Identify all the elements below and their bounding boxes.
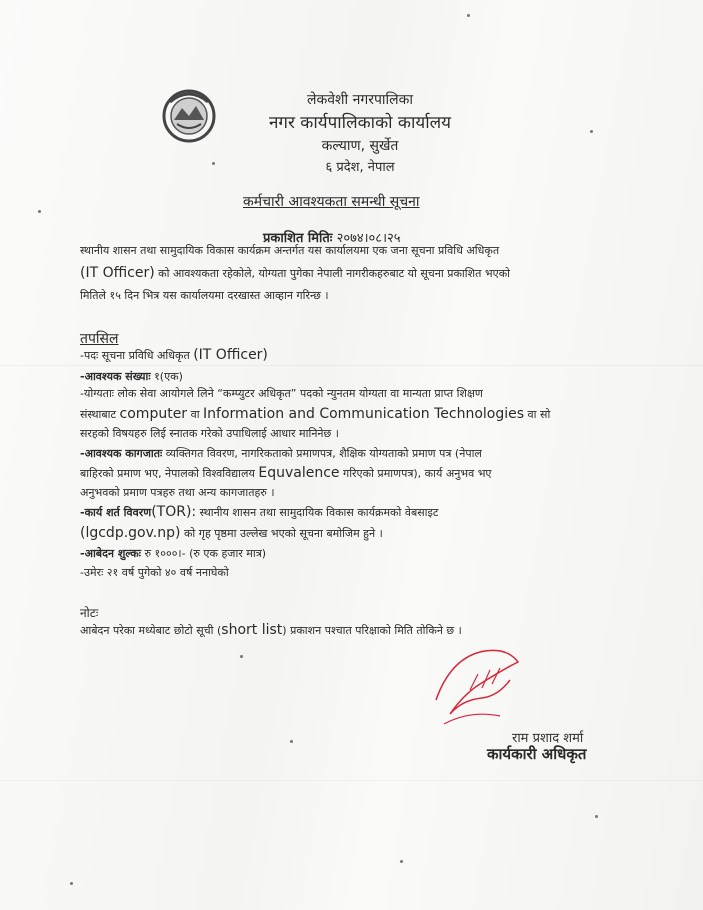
tor-website: (lgcdp.gov.np): [80, 525, 181, 541]
qualification-line: सरहको विषयहरु लिई स्नातक गरेको उपाधिलाई आधार मानिनेछ ।: [80, 427, 339, 440]
note-label: नोटः: [80, 606, 99, 620]
post-label: -पदः: [80, 349, 99, 362]
office-location: कल्याण, सुर्खेत: [321, 138, 399, 154]
note-text-part: ) प्रकाशन पश्चात परिक्षाको मिति तोकिने छ ।: [282, 624, 462, 637]
qualification-en: computer: [119, 406, 188, 422]
documents-text: बाहिरको प्रमाण भए, नेपालको विश्वविद्यालय: [80, 467, 259, 480]
published-label: प्रकाशित मितिः: [263, 231, 333, 246]
count-line: [80, 369, 183, 384]
published-date: २०७४।०८।२५: [336, 231, 401, 246]
qualification-text: लोक सेवा आयोगले लिने “कम्प्युटर अधिकृत” पदको न्युनतम योग्यता वा मान्यता प्राप्त शिक्षण: [114, 387, 483, 400]
intro-line: [80, 262, 600, 285]
age-line: -उमेरः २१ वर्ष पुगेको ४० वर्ष ननाघेको: [80, 566, 229, 579]
post-en: (IT Officer): [193, 347, 268, 363]
count-label: -आवश्यक संख्याः: [80, 370, 151, 383]
qualification-line: [80, 386, 483, 401]
notice-title: कर्मचारी आवश्यकता समन्धी सूचना: [243, 194, 420, 210]
scan-speck: [290, 740, 293, 743]
scan-speck: [595, 815, 598, 818]
qualification-line: [80, 406, 550, 422]
tor-label: -कार्य शर्त विवरण: [80, 506, 152, 519]
scan-speck: [590, 130, 593, 133]
tor-line: [80, 525, 383, 541]
scan-speck: [240, 655, 243, 658]
office-name: नगर कार्यपालिकाको कार्यालय: [268, 113, 452, 133]
documents-text: गरिएको प्रमाणपत्र), कार्य अनुभव भए: [339, 467, 492, 480]
documents-text: व्यक्तिगत विवरण, नागरिकताको प्रमाणपत्र, शैक्षिक योग्यताको प्रमाण पत्र (नेपाल: [162, 447, 482, 460]
documents-line: [80, 446, 482, 461]
scan-speck: [467, 14, 470, 17]
intro-line: मितिले १५ दिन भित्र यस कार्यालयमा दरखास्त आव्हान गरिन्छ ।: [80, 289, 329, 302]
intro-line: स्थानीय शासन तथा सामुदायिक विकास कार्यक्रम अन्तर्गत यस कार्यालयमा एक जना सूचना प्रविधि अधिकृत: [80, 244, 500, 257]
paper-fold-line: [0, 780, 703, 781]
qualification-en: Information and Communication Technologies: [203, 406, 525, 422]
scan-speck: [70, 882, 73, 885]
documents-line: [80, 465, 492, 481]
tor-text: स्थानीय शासन तथा सामुदायिक विकास कार्यक्रमको वेबसाइट: [196, 506, 439, 519]
qualification-text: वा: [187, 408, 204, 421]
scan-speck: [400, 860, 403, 863]
note-text: [80, 622, 462, 638]
post-line: [80, 347, 268, 363]
count-value: १(एक): [150, 370, 183, 383]
note-text-part: आबेदन परेका मध्येबाट छोटो सूची (: [80, 624, 222, 637]
section-title: तपसिल: [80, 331, 119, 347]
qualification-text: वा सो: [524, 408, 551, 421]
nepal-emblem-logo: [160, 88, 218, 144]
fee-label: -आबेदन शुल्कः: [80, 547, 141, 560]
signatory-name: राम प्रशाद शर्मा: [512, 731, 584, 746]
intro-paragraph: [80, 240, 600, 307]
tor-line: [80, 504, 438, 520]
documents-label: -आवश्यक कागजातः: [80, 447, 163, 460]
post-value: सूचना प्रविधि अधिकृत: [98, 349, 194, 362]
fee-line: [80, 546, 266, 561]
qualification-label: -योग्यताः: [80, 387, 115, 400]
documents-line: अनुभवको प्रमाण पत्रहरु तथा अन्य कागजातहरु ।: [80, 486, 275, 499]
municipality-name: लेकवेशी नगरपालिका: [306, 92, 414, 108]
qualification-text: संस्थाबाट: [80, 408, 120, 421]
handwritten-signature: [430, 640, 530, 730]
paper-fold-line: [0, 365, 703, 366]
intro-line-text: को आवश्यकता रहेकोले, योग्यता पुगेका नेपाली नागरीकहरुबाट यो सूचना प्रकाशित भएको: [154, 267, 510, 280]
signatory-post: कार्यकारी अधिकृत: [487, 745, 587, 763]
documents-en: Equvalence: [258, 465, 340, 481]
intro-it-officer: (IT Officer): [80, 265, 155, 281]
fee-value: रु १०००।- (रु एक हजार मात्र): [140, 547, 267, 560]
scan-speck: [38, 210, 41, 213]
tor-en: (TOR):: [151, 504, 197, 520]
scan-speck: [212, 162, 215, 165]
office-province: ६ प्रदेश, नेपाल: [325, 160, 395, 175]
tor-text: को गृह पृष्ठमा उल्लेख भएको सूचना बमोजिम हुने ।: [180, 527, 383, 540]
note-short-list: short list: [221, 622, 283, 638]
